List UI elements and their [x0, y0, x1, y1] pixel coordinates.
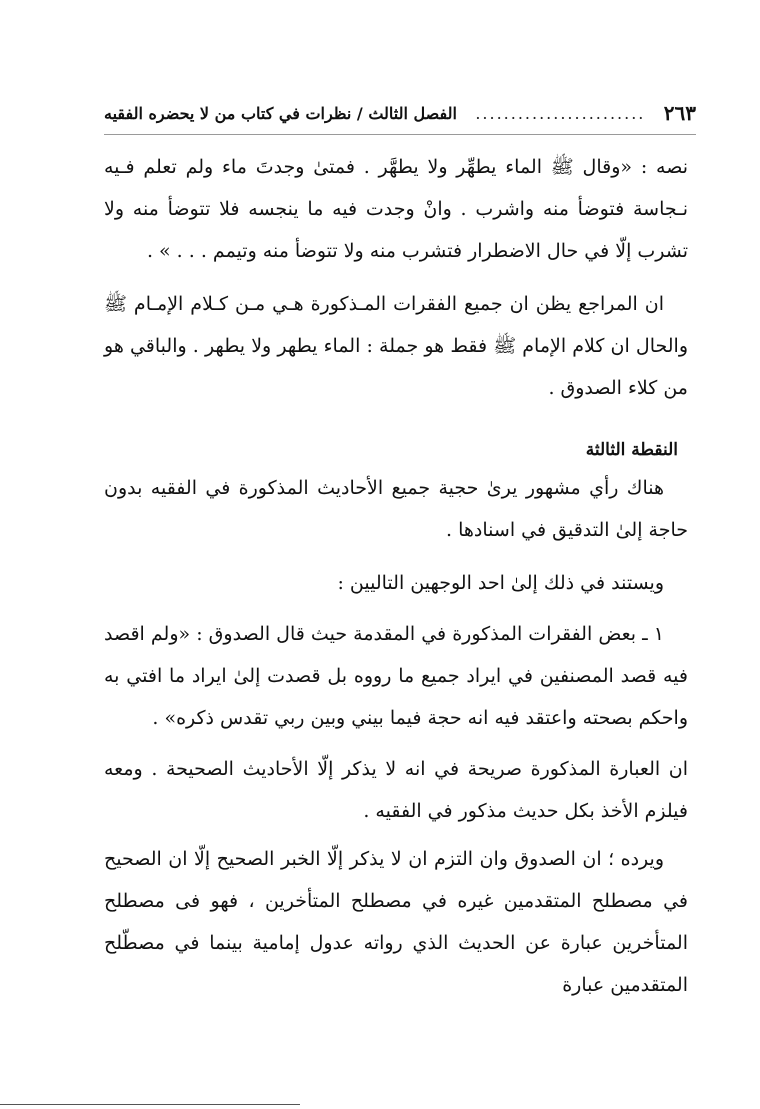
paragraph-text: ويرده ؛ ان الصدوق وان التزم ان لا يذكر إلّا الخبر الصحيح إلّا ان الصحيح في مصطلح المتقدمين غيره في مصطلح المتأخرين ، فهو فى مصطلح المتأخرين عبارة عن الحديث الذي رواته عدول إمامية بينما في مصطّلح المتقدمين عبارة: [104, 848, 688, 996]
leader-dots: ........................: [475, 103, 646, 123]
paragraph-text: هناك رأي مشهور يرىٰ حجية جميع الأحاديث المذكورة في الفقيه بدون حاجة إلىٰ التدقيق في اسنادها .: [104, 477, 688, 541]
paragraph-reason-one: [104, 613, 688, 739]
paragraph-text: ويستند في ذلك إلىٰ احد الوجهين التاليين :: [337, 572, 664, 594]
paragraph-note: [104, 283, 688, 409]
header-rule: [104, 134, 696, 135]
paragraph-quote-text: [104, 146, 688, 272]
paragraph-explanation: [104, 748, 688, 832]
paragraph-text: نصه : «وقال ﷺ الماء يطهِّر ولا يطهَّر . فمتىٰ وجدتَ ماء ولم تعلم فـيه نـجاسة فتوضأ منه واشرب . وانْ وجدت فيه ما ينجسه فلا تتوضأ منه ولا تشرب إلّا في حال الاضطرار فتشرب منه ولا تتوضأ منه وتيمم . . . » .: [104, 156, 688, 262]
page-number: ٢٦٣: [663, 101, 696, 125]
paragraph-opinion: [104, 467, 688, 551]
paragraph-rebuttal: [104, 838, 688, 1006]
paragraph-text: ١ ـ بعض الفقرات المذكورة في المقدمة حيث قال الصدوق : «ولم اقصد فيه قصد المصنفين في ايراد جميع ما رووه بل قصدت إلىٰ ايراد ما افتي به واحكم بصحته واعتقد فيه انه حجة فيما بيني وبين ربي تقدس ذكره» .: [104, 623, 688, 729]
footer-rule: [0, 1104, 300, 1105]
paragraph-reasons-intro: [104, 562, 688, 604]
chapter-title: الفصل الثالث / نظرات في كتاب من لا يحضره الفقيه: [104, 103, 457, 123]
paragraph-text: ان المراجع يظن ان جميع الفقرات المـذكورة هـي مـن كـلام الإمـام ﷺ والحال ان كلام الإمام ﷺ فقط هو جملة : الماء يطهر ولا يطهر . والباقي هو من كلاء الصدوق .: [104, 293, 688, 399]
running-header: [104, 96, 696, 130]
paragraph-text: ان العبارة المذكورة صريحة في انه لا يذكر إلّا الأحاديث الصحيحة . ومعه فيلزم الأخذ بكل حديث مذكور في الفقيه .: [104, 758, 688, 822]
section-heading: النقطة الثالثة: [585, 440, 678, 460]
